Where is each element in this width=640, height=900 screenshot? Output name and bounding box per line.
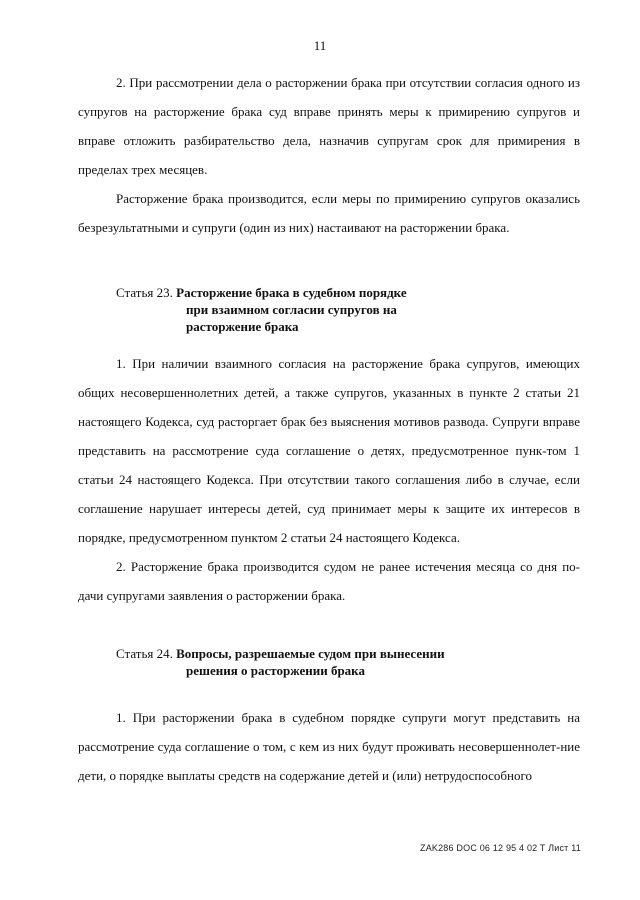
paragraph-reconciliation: 2. При рассмотрении дела о расторжении брака при отсутствии согласия одного из супругов на расторжение брака суд вправе принять меры к примирению супругов и вправе отложить разбирательство дела, назначив супругам срок для примирения в пределах трех месяцев. xyxy=(78,75,580,177)
article-23-title-line-2: при взаимном согласии супругов на xyxy=(186,302,397,317)
article-23-heading xyxy=(116,284,556,335)
article-24-title-line-2: решения о расторжении брака xyxy=(186,663,365,678)
article-23-title-line-1: Расторжение брака в судебном порядке xyxy=(176,285,407,300)
article-23-label: Статья 23. xyxy=(116,285,173,300)
paragraph-dissolution-conditions: Расторжение брака производится, если меры по примирению супругов оказались безрезультатными и супруги (один из них) настаивают на расторжении брака. xyxy=(78,191,580,235)
page-number: 11 xyxy=(313,38,327,53)
document-footer: ZAK286 DOC 06 12 95 4 02 T Лист 11 xyxy=(420,843,581,853)
article-23-title-line-3: расторжение брака xyxy=(186,319,299,334)
article-24-title-line-1: Вопросы, разрешаемые судом при вынесении xyxy=(176,646,445,661)
article-23-paragraph-1: 1. При наличии взаимного согласия на расторжение брака супругов, имеющих общих несовершеннолетних детей, а также супругов, указанных в пункте 2 статьи 21 настоящего Кодекса, суд расторгает брак без выяснения мотивов развода. Супруги вправе представить на рассмотрение суда соглашение о детях, предусмотренное пунк-том 1 статьи 24 настоящего Кодекса. При отсутствии такого соглашения либо в случае, если соглашение нарушает интересы детей, суд принимает меры к защите их интересов в порядке, предусмотренном пунктом 2 статьи 24 настоящего Кодекса. xyxy=(78,356,580,545)
article-24-label: Статья 24. xyxy=(116,646,173,661)
article-23-paragraph-2: 2. Расторжение брака производится судом не ранее истечения месяца со дня по-дачи супругами заявления о расторжении брака. xyxy=(78,559,580,603)
article-24-heading xyxy=(116,645,556,679)
article-24-paragraph-1: 1. При расторжении брака в судебном порядке супруги могут представить на рассмотрение суда соглашение о том, с кем из них будут проживать несовершеннолет-ние дети, о порядке выплаты средств на содержание детей и (или) нетрудоспособного xyxy=(78,710,580,783)
